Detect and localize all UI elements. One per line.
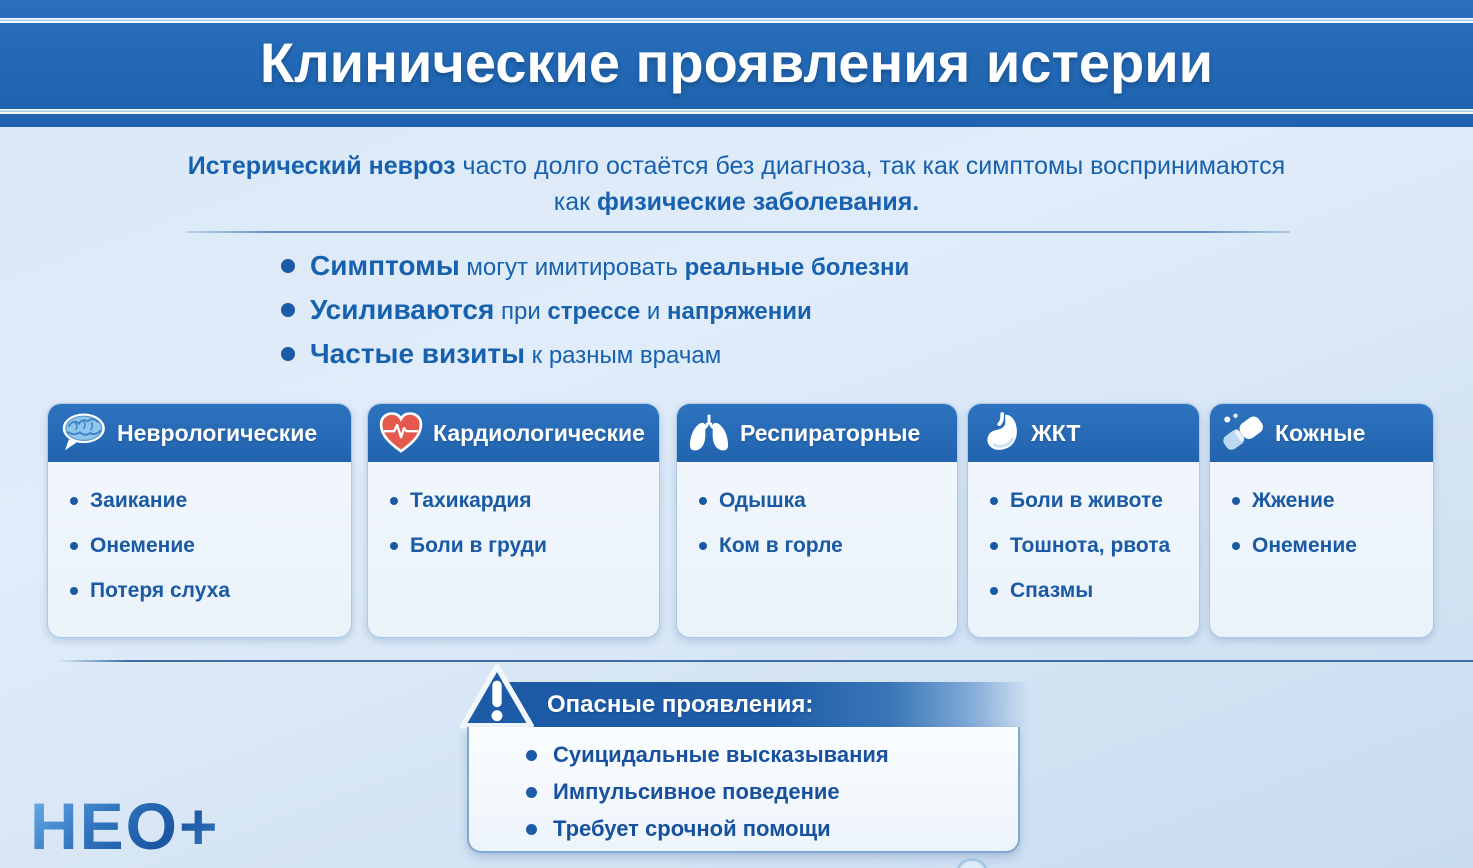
bullet-dot <box>990 542 998 550</box>
key-point-3: Частые визиты к разным врачам <box>281 337 909 371</box>
intro-text <box>80 148 1393 220</box>
bullet-dot <box>1232 542 1240 550</box>
bullet-dot <box>70 587 78 595</box>
key-points-list <box>281 249 909 381</box>
bullet-dot <box>699 497 707 505</box>
danger-header <box>497 682 1030 727</box>
card-item: Онемение <box>1232 533 1419 559</box>
skin-patch-icon <box>1220 412 1266 454</box>
intro-divider <box>186 231 1290 233</box>
header-band <box>0 0 1473 127</box>
card-gastrointestinal <box>967 403 1200 638</box>
section-divider <box>57 660 1473 662</box>
card-body <box>368 462 659 559</box>
card-item: Жжение <box>1232 488 1419 514</box>
card-title: Неврологические <box>117 419 318 446</box>
card-title: Кардиологические <box>433 419 645 446</box>
heart-ecg-icon <box>378 412 424 455</box>
page-title: Клинические проявления истерии <box>259 31 1214 94</box>
stomach-icon <box>978 412 1022 454</box>
bullet-dot <box>526 824 537 835</box>
card-body <box>677 462 957 559</box>
card-header <box>968 404 1199 462</box>
bullet-dot <box>526 750 537 761</box>
intro-rest-2: как <box>553 188 597 216</box>
card-header <box>368 404 659 462</box>
card-cardiological <box>367 403 660 638</box>
bullet-dot <box>526 787 537 798</box>
card-item: Потеря слуха <box>70 578 337 604</box>
header-pinstripe-top <box>0 18 1473 23</box>
intro-bold-2: физические заболевания. <box>597 188 920 216</box>
bullet-dot <box>390 542 398 550</box>
key-point-1: Симптомы могут имитировать реальные болезни <box>281 249 909 283</box>
bullet-dot <box>699 542 707 550</box>
intro-bold-1: Истерический невроз <box>187 152 456 180</box>
bottom-edge-circle <box>955 858 989 868</box>
bullet-dot <box>70 542 78 550</box>
card-title: ЖКТ <box>1031 419 1081 446</box>
danger-item: Импульсивное поведение <box>526 777 1018 807</box>
card-skin <box>1209 403 1434 638</box>
card-item: Тошнота, рвота <box>990 533 1185 559</box>
card-body <box>48 462 351 604</box>
card-item: Ком в горле <box>699 533 943 559</box>
bullet-dot <box>70 497 78 505</box>
bullet-dot <box>990 497 998 505</box>
card-title: Респираторные <box>740 419 921 446</box>
card-respiratory <box>676 403 958 638</box>
card-header <box>48 404 351 462</box>
card-item: Боли в животе <box>990 488 1185 514</box>
card-item: Тахикардия <box>390 488 645 514</box>
card-title: Кожные <box>1275 419 1366 446</box>
card-item: Заикание <box>70 488 337 514</box>
danger-title: Опасные проявления: <box>547 690 814 718</box>
bullet-dot <box>281 259 295 273</box>
danger-body <box>467 727 1020 853</box>
card-item: Боли в груди <box>390 533 645 559</box>
card-item: Одышка <box>699 488 943 514</box>
card-item: Онемение <box>70 533 337 559</box>
bullet-dot <box>990 587 998 595</box>
card-body <box>1210 462 1433 559</box>
card-body <box>968 462 1199 604</box>
intro-rest-1: часто долго остаётся без диагноза, так как симптомы воспринимаются <box>455 152 1286 180</box>
lungs-icon <box>687 413 731 453</box>
neo-plus-logo: НЕО+ <box>30 789 220 863</box>
bullet-dot <box>390 497 398 505</box>
bullet-dot <box>1232 497 1240 505</box>
header-pinstripe-bottom <box>0 109 1473 114</box>
card-header <box>1210 404 1433 462</box>
danger-item: Требует срочной помощи <box>526 814 1018 844</box>
warning-triangle-icon <box>457 662 537 732</box>
danger-item: Суицидальные высказывания <box>526 740 1018 770</box>
brain-icon <box>58 411 108 455</box>
card-item: Спазмы <box>990 578 1185 604</box>
key-point-2: Усиливаются при стрессе и напряжении <box>281 293 909 327</box>
card-header <box>677 404 957 462</box>
bullet-dot <box>281 303 295 317</box>
bullet-dot <box>281 347 295 361</box>
card-neurological <box>47 403 352 638</box>
